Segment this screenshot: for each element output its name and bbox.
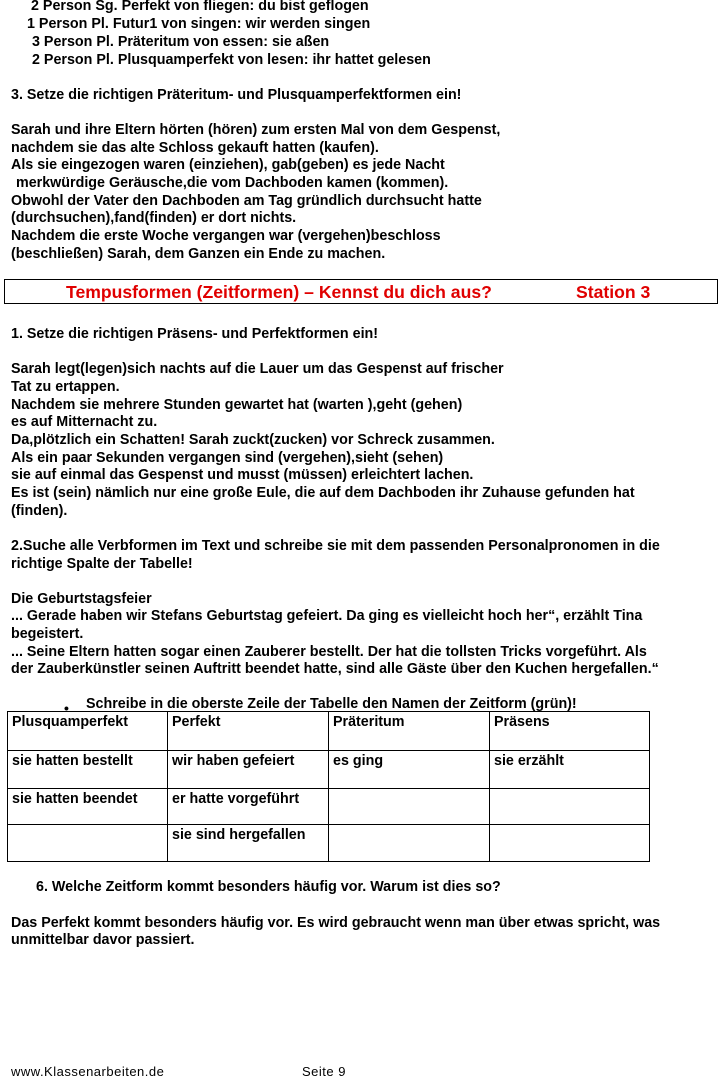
story-line: ... Seine Eltern hatten sogar einen Zauberer bestellt. Der hat die tollsten Tricks vorgeführt. Als xyxy=(11,644,647,660)
table-header-cell: Präteritum xyxy=(329,712,490,751)
task1-line: es auf Mitternacht zu. xyxy=(11,414,158,430)
task1-line: Sarah legt(legen)sich nachts auf die Lauer um das Gespenst auf frischer xyxy=(11,361,504,377)
task3-line: (beschließen) Sarah, dem Ganzen ein Ende zu machen. xyxy=(11,246,386,262)
task1-line: Da,plötzlich ein Schatten! Sarah zuckt(zucken) vor Schreck zusammen. xyxy=(11,432,495,448)
table-cell: sie hatten beendet xyxy=(8,789,168,825)
bullet-instruction: Schreibe in die oberste Zeile der Tabelle den Namen der Zeitform (grün)! xyxy=(86,696,577,712)
story-line: begeistert. xyxy=(11,626,84,642)
list-line: 2 Person Pl. Plusquamperfekt von lesen: ihr hattet gelesen xyxy=(32,52,431,68)
task3-line: Als sie eingezogen waren (einziehen), gab(geben) es jede Nacht xyxy=(11,157,445,173)
table-cell: sie hatten bestellt xyxy=(8,751,168,789)
story-title: Die Geburtstagsfeier xyxy=(11,591,152,607)
task3-line: merkwürdige Geräusche,die vom Dachboden kamen (kommen). xyxy=(16,175,449,191)
task2-heading: richtige Spalte der Tabelle! xyxy=(11,556,193,572)
task1-line: Tat zu ertappen. xyxy=(11,379,120,395)
story-line: der Zauberkünstler seinen Auftritt beendet hatte, sind alle Gäste über den Kuchen hergefallen.“ xyxy=(11,661,659,677)
table-header-row xyxy=(8,712,650,751)
station-banner xyxy=(4,279,718,304)
table-cell: wir haben gefeiert xyxy=(168,751,329,789)
list-line: 3 Person Pl. Präteritum von essen: sie aßen xyxy=(32,34,330,50)
table-cell xyxy=(8,825,168,862)
task1-heading: 1. Setze die richtigen Präsens- und Perfektformen ein! xyxy=(11,326,379,342)
task3-line: Sarah und ihre Eltern hörten (hören) zum ersten Mal von dem Gespenst, xyxy=(11,122,501,138)
task2-heading: 2.Suche alle Verbformen im Text und schreibe sie mit dem passenden Personalpronomen in die xyxy=(11,538,660,554)
table-cell: sie erzählt xyxy=(490,751,650,789)
footer-page-number: Seite 9 xyxy=(302,1064,346,1079)
table-cell: sie sind hergefallen xyxy=(168,825,329,862)
table-cell xyxy=(329,789,490,825)
banner-title: Tempusformen (Zeitformen) – Kennst du dich aus? xyxy=(66,282,492,302)
task3-line: Obwohl der Vater den Dachboden am Tag gründlich durchsucht hatte xyxy=(11,193,482,209)
table-header-cell: Perfekt xyxy=(168,712,329,751)
task3-line: (durchsuchen),fand(finden) er dort nichts. xyxy=(11,210,297,226)
table-cell xyxy=(490,825,650,862)
task1-line: Es ist (sein) nämlich nur eine große Eule, die auf dem Dachboden ihr Zuhause gefunden hat xyxy=(11,485,635,501)
list-line: 2 Person Sg. Perfekt von fliegen: du bist geflogen xyxy=(31,0,369,14)
footer-site: www.Klassenarbeiten.de xyxy=(11,1064,165,1079)
list-line: 1 Person Pl. Futur1 von singen: wir werden singen xyxy=(27,16,371,32)
table-header-cell: Präsens xyxy=(490,712,650,751)
task1-line: Nachdem sie mehrere Stunden gewartet hat (warten ),geht (gehen) xyxy=(11,397,463,413)
task1-line: (finden). xyxy=(11,503,68,519)
table-cell xyxy=(329,825,490,862)
table-header-cell: Plusquamperfekt xyxy=(8,712,168,751)
task6-answer: Das Perfekt kommt besonders häufig vor. Es wird gebraucht wenn man über etwas spricht, was xyxy=(11,915,661,931)
table-row xyxy=(8,825,650,862)
task1-line: sie auf einmal das Gespenst und musst (müssen) erleichtert lachen. xyxy=(11,467,474,483)
banner-station: Station 3 xyxy=(576,282,651,302)
table-cell xyxy=(490,789,650,825)
task3-heading: 3. Setze die richtigen Präteritum- und Plusquamperfektformen ein! xyxy=(11,87,462,103)
tense-table xyxy=(7,711,650,862)
table-row xyxy=(8,789,650,825)
task1-line: Als ein paar Sekunden vergangen sind (vergehen),sieht (sehen) xyxy=(11,450,444,466)
table-cell: es ging xyxy=(329,751,490,789)
task3-line: Nachdem die erste Woche vergangen war (vergehen)beschloss xyxy=(11,228,441,244)
table-cell: er hatte vorgeführt xyxy=(168,789,329,825)
task6-question: 6. Welche Zeitform kommt besonders häufig vor. Warum ist dies so? xyxy=(36,879,501,895)
table-row xyxy=(8,751,650,789)
task6-answer: unmittelbar davor passiert. xyxy=(11,932,195,948)
task3-line: nachdem sie das alte Schloss gekauft hatten (kaufen). xyxy=(11,140,379,156)
bullet-icon: • xyxy=(64,700,69,716)
story-line: ... Gerade haben wir Stefans Geburtstag gefeiert. Da ging es vielleicht hoch her“, erzählt Tina xyxy=(11,608,643,624)
